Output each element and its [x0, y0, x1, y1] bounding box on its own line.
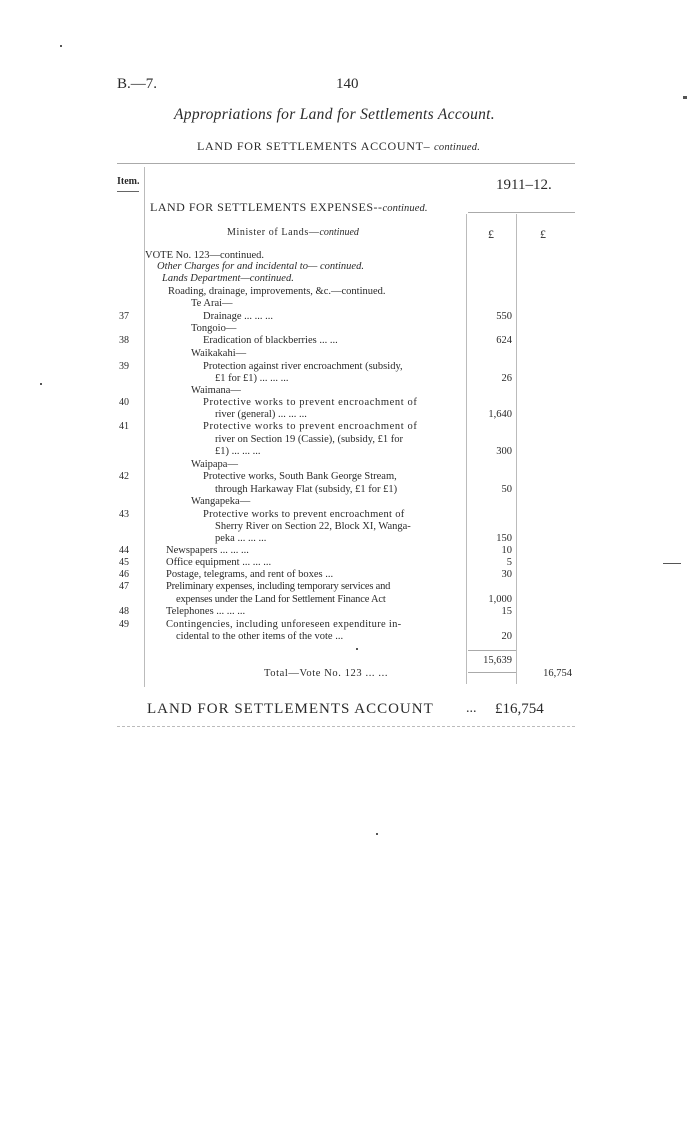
line-text: Telephones ... ... ... — [166, 606, 246, 617]
line-amount: 1,000 — [488, 594, 512, 605]
subtotal-amount: 15,639 — [483, 655, 512, 666]
fiscal-year: 1911–12. — [496, 177, 552, 193]
line-text: Protective works to prevent encroachment of — [203, 397, 418, 408]
subheading-other-charges: Other Charges for and incidental to— continued. — [157, 261, 364, 272]
line-text: expenses under the Land for Settlement Finance Act — [176, 594, 386, 605]
place-wangapeka: Wangapeka— — [191, 496, 251, 507]
subtotal-top-rule — [468, 650, 516, 651]
footer-rule — [117, 726, 575, 727]
line-amount: 30 — [501, 569, 512, 580]
line-text: £1 for £1) ... ... ... — [215, 373, 289, 384]
line-text: through Harkaway Flat (subsidy, £1 for £1) — [215, 484, 398, 495]
item-number: 37 — [119, 311, 129, 322]
total-amount: 16,754 — [543, 668, 572, 679]
item-number: 41 — [119, 421, 129, 432]
place-waikakahi: Waikakahi— — [191, 348, 247, 359]
line-text: Eradication of blackberries ... ... — [203, 335, 338, 346]
line-text: Protective works to prevent encroachment of — [203, 421, 418, 432]
line-text: Drainage ... ... ... — [203, 311, 273, 322]
line-amount: 50 — [501, 484, 512, 495]
item-underline — [117, 191, 139, 192]
item-number: 43 — [119, 509, 129, 520]
table-top-rule — [117, 163, 575, 164]
line-amount: 1,640 — [488, 409, 512, 420]
footer-label: LAND FOR SETTLEMENTS ACCOUNT — [147, 701, 434, 717]
minister-text: Minister of Lands— — [227, 227, 320, 238]
year-underline — [468, 212, 575, 213]
line-amount: 10 — [501, 545, 512, 556]
line-amount: 15 — [501, 606, 512, 617]
line-amount: 150 — [496, 533, 512, 544]
place-waipapa: Waipapa— — [191, 459, 238, 470]
line-amount: 550 — [496, 311, 512, 322]
line-amount: 20 — [501, 631, 512, 642]
item-number: 44 — [119, 545, 129, 556]
line-text: Preliminary expenses, including temporary services and — [166, 581, 391, 592]
line-amount: 624 — [496, 335, 512, 346]
place-waimana: Waimana— — [191, 385, 241, 396]
report-code: B.—7. — [117, 76, 158, 92]
line-amount: 300 — [496, 446, 512, 457]
footer-amount: £16,754 — [495, 701, 544, 717]
footer-dots: ... — [466, 701, 477, 716]
account-title-text: LAND FOR SETTLEMENTS ACCOUNT– — [197, 139, 431, 153]
item-number: 38 — [119, 335, 129, 346]
line-text: Protective works to prevent encroachment of — [203, 509, 405, 520]
minister-continued: continued — [319, 227, 359, 238]
item-number: 48 — [119, 606, 129, 617]
minister-heading — [227, 227, 359, 238]
place-tongoio: Tongoio— — [191, 323, 237, 334]
account-title-continued: continued. — [434, 142, 481, 153]
line-text: cidental to the other items of the vote ... — [176, 631, 344, 642]
total-label: Total—Vote No. 123 ... ... — [264, 668, 389, 679]
subtotal-bottom-rule — [468, 672, 516, 673]
item-column-divider — [144, 167, 145, 687]
section-heading — [150, 200, 428, 215]
subheading-lands-department: Lands Department—continued. — [162, 273, 294, 284]
item-number: 46 — [119, 569, 129, 580]
line-text: Sherry River on Section 22, Block XI, Wanga- — [215, 521, 411, 532]
line-text: river on Section 19 (Cassie), (subsidy, £1 for — [215, 434, 403, 445]
item-number: 45 — [119, 557, 129, 568]
page-subtitle: Appropriations for Land for Settlements Account. — [174, 106, 495, 123]
item-number: 42 — [119, 471, 129, 482]
line-text: Protective works, South Bank George Stream, — [203, 471, 397, 482]
line-text: £1) ... ... ... — [215, 446, 261, 457]
line-text: river (general) ... ... ... — [215, 409, 307, 420]
item-number: 40 — [119, 397, 129, 408]
line-text: Newspapers ... ... ... — [166, 545, 249, 556]
item-column-header: Item. — [117, 176, 140, 187]
scan-speck — [356, 648, 358, 650]
item-number: 39 — [119, 361, 129, 372]
place-te-arai: Te Arai— — [191, 298, 233, 309]
amount-column-divider — [466, 214, 467, 684]
item-number: 49 — [119, 619, 129, 630]
page-number: 140 — [336, 76, 359, 92]
account-title — [197, 139, 480, 154]
line-text: Protection against river encroachment (subsidy, — [203, 361, 403, 372]
line-amount: 5 — [506, 557, 512, 568]
section-heading-text: LAND FOR SETTLEMENTS EXPENSES-- — [150, 200, 383, 214]
section-heading-continued: continued. — [382, 203, 428, 214]
line-text: Contingencies, including unforeseen expenditure in- — [166, 619, 402, 630]
line-amount: 26 — [501, 373, 512, 384]
vote-heading: VOTE No. 123—continued. — [145, 250, 264, 261]
line-text: peka ... ... ... — [215, 533, 267, 544]
scan-speck — [60, 45, 62, 47]
currency-header-col2: £ — [540, 227, 546, 241]
item-number: 47 — [119, 581, 129, 592]
scan-speck — [40, 383, 42, 385]
subheading-roading: Roading, drainage, improvements, &c.—continued. — [168, 286, 386, 297]
line-text: Postage, telegrams, and rent of boxes ... — [166, 569, 334, 580]
scan-speck — [663, 563, 681, 564]
scan-speck — [683, 96, 687, 99]
total-column-divider — [516, 214, 517, 684]
currency-header-col1: £ — [488, 227, 494, 241]
scan-speck — [376, 833, 378, 835]
line-text: Office equipment ... ... ... — [166, 557, 272, 568]
